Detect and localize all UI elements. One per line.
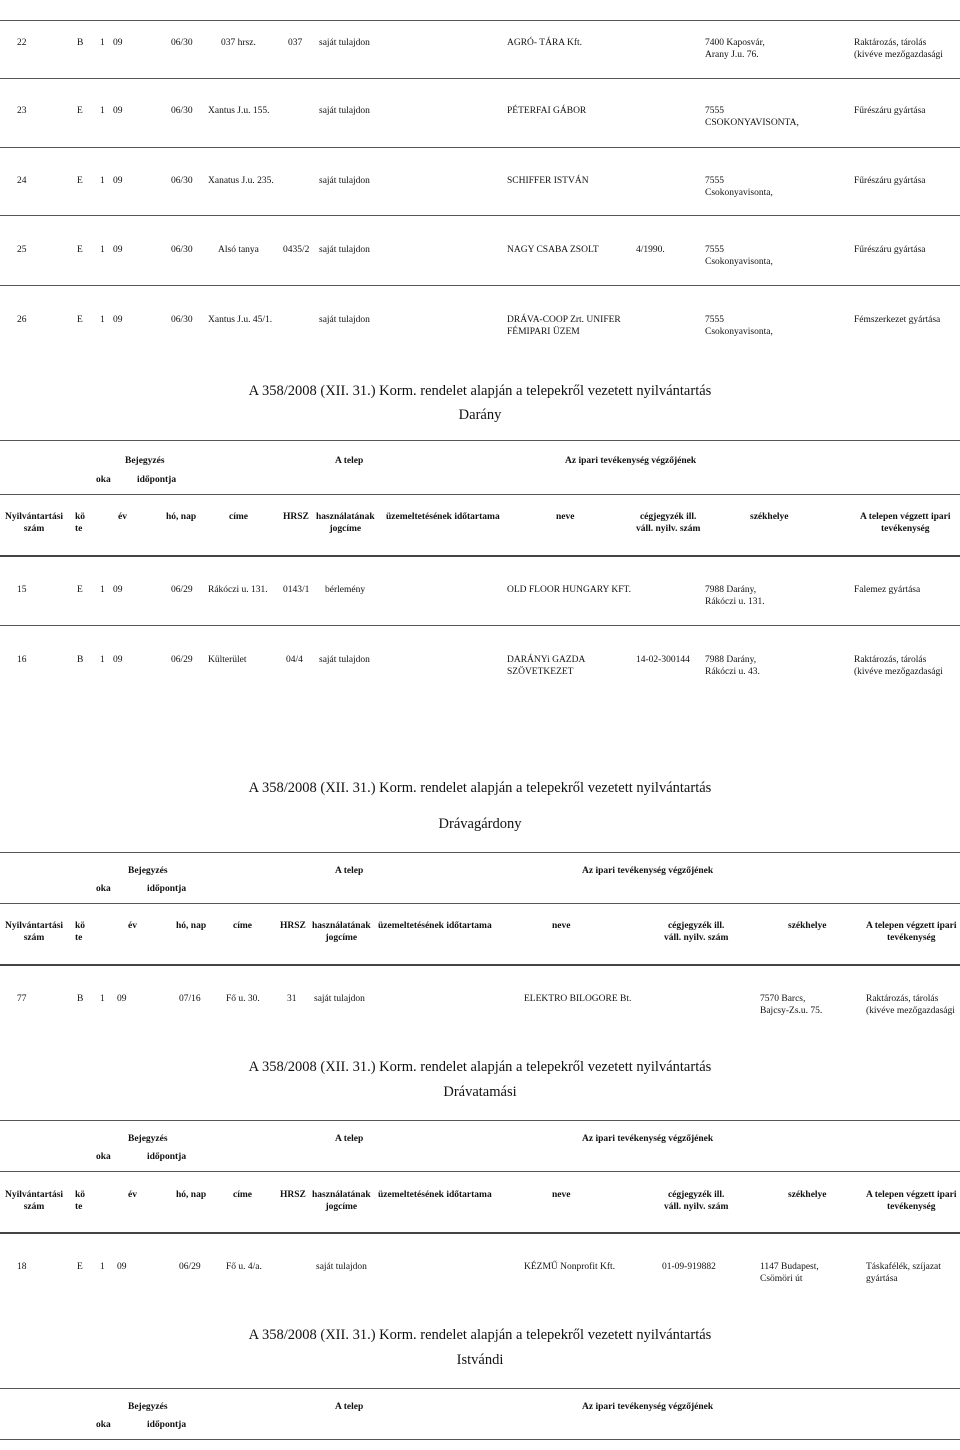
row-oka: E bbox=[77, 585, 83, 595]
row-neve: NAGY CSABA ZSOLT bbox=[507, 245, 599, 255]
divider bbox=[0, 285, 960, 286]
row-tevekenyseg: Fűrészáru gyártása bbox=[854, 176, 926, 186]
row-oka: B bbox=[77, 655, 84, 665]
row-cime: Xanatus J.u. 235. bbox=[208, 176, 274, 186]
divider bbox=[0, 625, 960, 626]
header-telepen-vegzett: A telepen végzett ipari tevékenység bbox=[866, 1190, 957, 1212]
row-hrsz: 0143/1 bbox=[283, 585, 310, 595]
row-honap: 06/29 bbox=[179, 1262, 201, 1272]
row-ev: 09 bbox=[117, 994, 127, 1004]
row-neve: PÉTERFAI GÁBOR bbox=[507, 106, 587, 116]
header-idopontja: időpontja bbox=[147, 1152, 187, 1162]
row-neve: DARÁNYi GAZDA SZÖVETKEZET bbox=[507, 655, 586, 677]
header-idopontja: időpontja bbox=[137, 475, 177, 485]
header-bejegyzes: Bejegyzés bbox=[128, 1134, 168, 1144]
divider bbox=[0, 147, 960, 148]
divider bbox=[0, 1388, 960, 1389]
row-col1: 1 bbox=[100, 585, 105, 595]
divider bbox=[0, 20, 960, 21]
header-nyilvantartasi-szam: Nyilvántartási szám bbox=[5, 512, 64, 534]
row-honap: 06/30 bbox=[171, 176, 193, 186]
row-number: 24 bbox=[17, 176, 27, 186]
header-oka: oka bbox=[96, 1420, 111, 1430]
divider bbox=[0, 1120, 960, 1121]
section-place: Istvándi bbox=[456, 1352, 504, 1368]
header-uzemeltetes: üzemeltetésének időtartama bbox=[386, 512, 500, 522]
row-cime: 037 hrsz. bbox=[221, 38, 256, 48]
row-szekhely: 7555 Csokonyavisonta, bbox=[705, 176, 773, 198]
divider bbox=[0, 903, 960, 904]
row-col1: 1 bbox=[100, 994, 105, 1004]
header-az-ipari: Az ipari tevékenység végzőjének bbox=[582, 1134, 714, 1144]
header-neve: neve bbox=[552, 921, 571, 931]
row-honap: 06/30 bbox=[171, 38, 193, 48]
row-number: 18 bbox=[17, 1262, 27, 1272]
row-tevekenyseg: Fűrészáru gyártása bbox=[854, 245, 926, 255]
header-szekhely: székhelye bbox=[788, 1190, 827, 1200]
header-kote: kö te bbox=[75, 512, 86, 534]
row-col1: 1 bbox=[100, 106, 105, 116]
header-bejegyzes: Bejegyzés bbox=[128, 1402, 168, 1412]
header-bejegyzes: Bejegyzés bbox=[128, 866, 168, 876]
row-ev: 09 bbox=[113, 245, 123, 255]
header-cegjegyzek: cégjegyzék ill. váll. nyilv. szám bbox=[636, 512, 701, 534]
header-hasznalat: használatának jogcíme bbox=[316, 512, 375, 534]
row-szekhely: 1147 Budapest, Csömöri út bbox=[760, 1262, 819, 1284]
header-ev: év bbox=[128, 1190, 137, 1200]
row-oka: E bbox=[77, 245, 83, 255]
row-szekhely: 7555 CSOKONYAVISONTA, bbox=[705, 106, 799, 128]
header-bejegyzes: Bejegyzés bbox=[125, 456, 165, 466]
section-place: Darány bbox=[458, 407, 502, 423]
row-tevekenyseg: Raktározás, tárolás (kivéve mezőgazdasági bbox=[854, 38, 943, 60]
header-a-telep: A telep bbox=[335, 1402, 364, 1412]
row-col1: 1 bbox=[100, 176, 105, 186]
row-ev: 09 bbox=[113, 585, 123, 595]
header-szekhely: székhelye bbox=[750, 512, 789, 522]
row-szekhely: 7555 Csokonyavisonta, bbox=[705, 245, 773, 267]
row-szekhely: 7555 Csokonyavisonta, bbox=[705, 315, 773, 337]
header-idopontja: időpontja bbox=[147, 1420, 187, 1430]
divider bbox=[0, 555, 960, 557]
header-honap: hó, nap bbox=[176, 921, 207, 931]
header-uzemeltetes: üzemeltetésének időtartama bbox=[378, 921, 492, 931]
row-ev: 09 bbox=[113, 106, 123, 116]
row-oka: E bbox=[77, 106, 83, 116]
header-neve: neve bbox=[556, 512, 575, 522]
divider bbox=[0, 852, 960, 853]
row-jogcim: saját tulajdon bbox=[314, 994, 365, 1004]
divider bbox=[0, 1232, 960, 1234]
header-telepen-vegzett: A telepen végzett ipari tevékenység bbox=[860, 512, 951, 534]
section-title: A 358/2008 (XII. 31.) Korm. rendelet alapján a telepekről vezetett nyilvántartás bbox=[248, 780, 712, 796]
section-place: Drávagárdony bbox=[438, 816, 522, 832]
row-cime: Alsó tanya bbox=[218, 245, 259, 255]
row-col1: 1 bbox=[100, 315, 105, 325]
header-idopontja: időpontja bbox=[147, 884, 187, 894]
divider bbox=[0, 215, 960, 216]
header-hrsz: HRSZ bbox=[280, 1190, 306, 1200]
header-kote: kö te bbox=[75, 921, 86, 943]
row-honap: 06/29 bbox=[171, 585, 193, 595]
row-neve: SCHIFFER ISTVÁN bbox=[507, 176, 589, 186]
header-nyilvantartasi-szam: Nyilvántartási szám bbox=[5, 921, 64, 943]
header-honap: hó, nap bbox=[176, 1190, 207, 1200]
header-cime: címe bbox=[233, 921, 252, 931]
row-jogcim: saját tulajdon bbox=[316, 1262, 367, 1272]
row-cegjegyzek: 14-02-300144 bbox=[636, 655, 690, 665]
header-a-telep: A telep bbox=[335, 866, 364, 876]
row-tevekenyseg: Táskafélék, szíjazat gyártása bbox=[866, 1262, 941, 1284]
row-neve: ELEKTRO BILOGORE Bt. bbox=[524, 994, 632, 1004]
row-jogcim: saját tulajdon bbox=[319, 245, 370, 255]
row-cime: Fő u. 30. bbox=[226, 994, 260, 1004]
row-number: 26 bbox=[17, 315, 27, 325]
row-jogcim: saját tulajdon bbox=[319, 655, 370, 665]
header-hasznalat: használatának jogcíme bbox=[312, 1190, 371, 1212]
divider bbox=[0, 964, 960, 966]
row-ev: 09 bbox=[113, 315, 123, 325]
header-neve: neve bbox=[552, 1190, 571, 1200]
header-a-telep: A telep bbox=[335, 1134, 364, 1144]
row-oka: E bbox=[77, 1262, 83, 1272]
row-szekhely: 7570 Barcs, Bajcsy-Zs.u. 75. bbox=[760, 994, 823, 1016]
row-tevekenyseg: Falemez gyártása bbox=[854, 585, 921, 595]
header-hasznalat: használatának jogcíme bbox=[312, 921, 371, 943]
row-hrsz: 037 bbox=[288, 38, 303, 48]
divider bbox=[0, 440, 960, 441]
row-jogcim: saját tulajdon bbox=[319, 176, 370, 186]
header-oka: oka bbox=[96, 884, 111, 894]
row-tevekenyseg: Fűrészáru gyártása bbox=[854, 106, 926, 116]
section-place: Drávatamási bbox=[443, 1084, 517, 1100]
header-oka: oka bbox=[96, 1152, 111, 1162]
header-hrsz: HRSZ bbox=[283, 512, 309, 522]
header-telepen-vegzett: A telepen végzett ipari tevékenység bbox=[866, 921, 957, 943]
row-number: 22 bbox=[17, 38, 27, 48]
row-oka: B bbox=[77, 994, 84, 1004]
header-az-ipari: Az ipari tevékenység végzőjének bbox=[565, 456, 697, 466]
header-az-ipari: Az ipari tevékenység végzőjének bbox=[582, 866, 714, 876]
row-cime: Xantus J.u. 155. bbox=[208, 106, 270, 116]
row-honap: 06/30 bbox=[171, 245, 193, 255]
row-hrsz: 0435/2 bbox=[283, 245, 310, 255]
row-honap: 06/29 bbox=[171, 655, 193, 665]
row-tevekenyseg: Raktározás, tárolás (kivéve mezőgazdasági bbox=[866, 994, 955, 1016]
row-hrsz: 04/4 bbox=[286, 655, 303, 665]
section-title: A 358/2008 (XII. 31.) Korm. rendelet alapján a telepekről vezetett nyilvántartás bbox=[248, 1327, 712, 1343]
row-jogcim: bérlemény bbox=[325, 585, 366, 595]
row-ev: 09 bbox=[113, 655, 123, 665]
row-honap: 06/30 bbox=[171, 315, 193, 325]
section-title: A 358/2008 (XII. 31.) Korm. rendelet alapján a telepekről vezetett nyilvántartás bbox=[248, 383, 712, 399]
row-cime: Xantus J.u. 45/1. bbox=[208, 315, 273, 325]
row-number: 77 bbox=[17, 994, 27, 1004]
header-cime: címe bbox=[233, 1190, 252, 1200]
header-szekhely: székhelye bbox=[788, 921, 827, 931]
row-neve: OLD FLOOR HUNGARY KFT. bbox=[507, 585, 632, 595]
header-cegjegyzek: cégjegyzék ill. váll. nyilv. szám bbox=[664, 921, 729, 943]
header-a-telep: A telep bbox=[335, 456, 364, 466]
row-col1: 1 bbox=[100, 1262, 105, 1272]
header-kote: kö te bbox=[75, 1190, 86, 1212]
row-number: 16 bbox=[17, 655, 27, 665]
divider bbox=[0, 1439, 960, 1440]
row-cime: Rákóczi u. 131. bbox=[208, 585, 268, 595]
divider bbox=[0, 494, 960, 495]
header-uzemeltetes: üzemeltetésének időtartama bbox=[378, 1190, 492, 1200]
header-honap: hó, nap bbox=[166, 512, 197, 522]
header-cegjegyzek: cégjegyzék ill. váll. nyilv. szám bbox=[664, 1190, 729, 1212]
section-title: A 358/2008 (XII. 31.) Korm. rendelet alapján a telepekről vezetett nyilvántartás bbox=[248, 1059, 712, 1075]
header-hrsz: HRSZ bbox=[280, 921, 306, 931]
row-ev: 09 bbox=[117, 1262, 127, 1272]
row-cegjegyzek: 01-09-919882 bbox=[662, 1262, 716, 1272]
row-oka: B bbox=[77, 38, 84, 48]
header-oka: oka bbox=[96, 475, 111, 485]
row-hrsz: 31 bbox=[287, 994, 297, 1004]
row-szekhely: 7988 Darány, Rákóczi u. 43. bbox=[705, 655, 760, 677]
header-ev: év bbox=[118, 512, 127, 522]
row-cegjegyzek: 4/1990. bbox=[636, 245, 665, 255]
row-number: 23 bbox=[17, 106, 27, 116]
row-jogcim: saját tulajdon bbox=[319, 38, 370, 48]
row-cime: Külterület bbox=[208, 655, 247, 665]
row-honap: 06/30 bbox=[171, 106, 193, 116]
row-honap: 07/16 bbox=[179, 994, 201, 1004]
row-szekhely: 7988 Darány, Rákóczi u. 131. bbox=[705, 585, 765, 607]
row-ev: 09 bbox=[113, 176, 123, 186]
row-oka: E bbox=[77, 315, 83, 325]
row-oka: E bbox=[77, 176, 83, 186]
row-number: 15 bbox=[17, 585, 27, 595]
row-szekhely: 7400 Kaposvár, Arany J.u. 76. bbox=[705, 38, 765, 60]
header-az-ipari: Az ipari tevékenység végzőjének bbox=[582, 1402, 714, 1412]
header-cime: címe bbox=[229, 512, 248, 522]
row-jogcim: saját tulajdon bbox=[319, 106, 370, 116]
row-ev: 09 bbox=[113, 38, 123, 48]
header-nyilvantartasi-szam: Nyilvántartási szám bbox=[5, 1190, 64, 1212]
row-number: 25 bbox=[17, 245, 27, 255]
row-jogcim: saját tulajdon bbox=[319, 315, 370, 325]
row-tevekenyseg: Fémszerkezet gyártása bbox=[854, 315, 941, 325]
divider bbox=[0, 78, 960, 79]
row-col1: 1 bbox=[100, 38, 105, 48]
row-col1: 1 bbox=[100, 655, 105, 665]
row-col1: 1 bbox=[100, 245, 105, 255]
header-ev: év bbox=[128, 921, 137, 931]
row-tevekenyseg: Raktározás, tárolás (kivéve mezőgazdasági bbox=[854, 655, 943, 677]
row-neve: AGRÓ- TÁRA Kft. bbox=[507, 38, 583, 48]
row-neve: KÉZMŰ Nonprofit Kft. bbox=[524, 1262, 616, 1272]
divider bbox=[0, 1171, 960, 1172]
row-neve: DRÁVA-COOP Zrt. UNIFER FÉMIPARI ÜZEM bbox=[507, 315, 621, 337]
row-cime: Fő u. 4/a. bbox=[226, 1262, 262, 1272]
